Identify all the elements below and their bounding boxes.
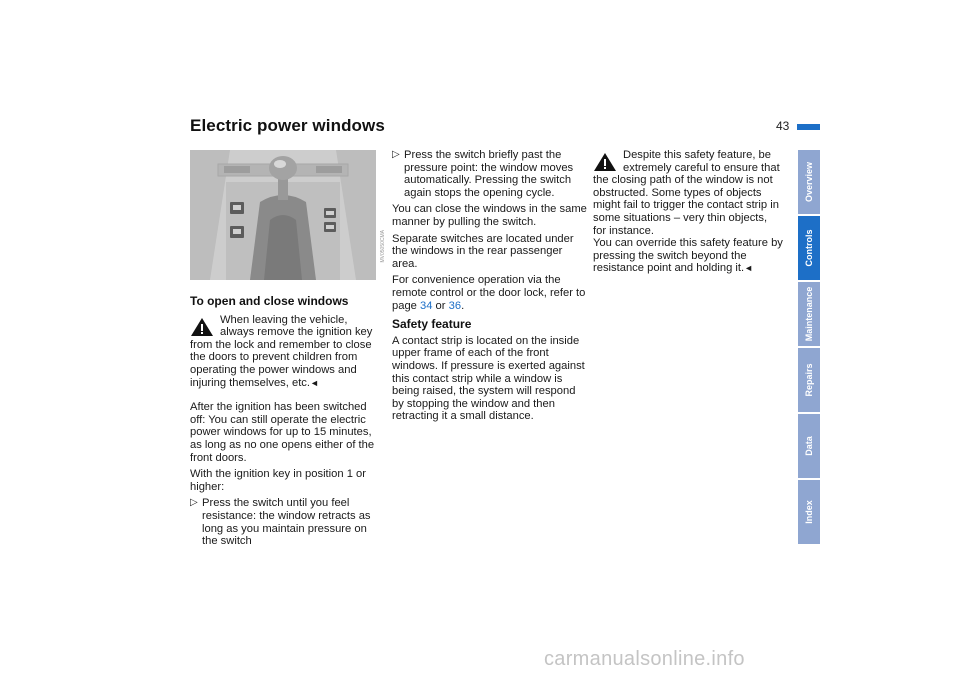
override-text: You can override this safety feature by pressing the switch beyond the resistance point and holding it. bbox=[593, 237, 783, 275]
heading-safety-feature: Safety feature bbox=[392, 317, 472, 332]
page-marker bbox=[797, 124, 820, 130]
convenience-or: or bbox=[432, 299, 449, 312]
column-1 bbox=[190, 150, 380, 552]
tab-repairs[interactable] bbox=[798, 348, 820, 412]
tab-label: Index bbox=[804, 500, 814, 524]
column-3 bbox=[593, 149, 783, 279]
heading-open-close-windows: To open and close windows bbox=[190, 294, 349, 308]
convenience-end: . bbox=[461, 299, 465, 312]
bullet-text: Press the switch until you feel resistance: the window retracts as long as you maintain pressure on the switch bbox=[202, 497, 371, 548]
paragraph-ignition-position: With the ignition key in position 1 or higher: bbox=[190, 468, 366, 493]
tab-label: Maintenance bbox=[804, 286, 814, 342]
tab-overview[interactable] bbox=[798, 150, 820, 214]
warning-text: When leaving the vehicle, always remove the ignition key from the lock and remember to close the doors to prevent children from operating the power windows and injuring themselves, etc. bbox=[190, 313, 373, 389]
tab-label: Overview bbox=[804, 161, 814, 203]
page-title: Electric power windows bbox=[190, 116, 385, 135]
paragraph-contact-strip: A contact strip is located on the inside upper frame of each of the front windows. If pressure is exerted against this contact strip while a window is being raised, the system will respond by stopping the window and then retracting it a small distance. bbox=[392, 334, 585, 423]
paragraph-close-windows: You can close the windows in the same manner by pulling the switch. bbox=[392, 203, 587, 228]
tab-maintenance[interactable] bbox=[798, 282, 820, 346]
end-mark: ◄ bbox=[744, 263, 754, 274]
photo-caption: MV05050CMA bbox=[380, 230, 386, 263]
tab-index[interactable] bbox=[798, 480, 820, 544]
gearshift-photo bbox=[190, 150, 376, 280]
page-link-36[interactable]: 36 bbox=[448, 299, 462, 312]
section-tabs bbox=[798, 150, 820, 546]
console-switches-illustration bbox=[190, 150, 376, 280]
bullet-arrow-icon: ▷ bbox=[190, 497, 198, 509]
bullet-press-switch bbox=[190, 497, 380, 547]
page-number: 43 bbox=[776, 119, 790, 133]
watermark-text: carmanualsonline.info bbox=[544, 648, 745, 670]
tab-label: Controls bbox=[804, 229, 814, 267]
paragraph-after-ignition-off: After the ignition has been switched off: You can still operate the electric power windows for up to 15 minutes, as long as no one opens either of the front doors. bbox=[190, 401, 375, 464]
warning-triangle-icon bbox=[190, 317, 214, 337]
tab-controls[interactable] bbox=[798, 216, 820, 280]
paragraph-convenience-operation bbox=[392, 274, 588, 312]
tab-data[interactable] bbox=[798, 414, 820, 478]
page-link-34[interactable]: 34 bbox=[420, 299, 433, 312]
convenience-text: For convenience operation via the remote control or the door lock, refer to page bbox=[392, 274, 586, 312]
bullet-text: Press the switch briefly past the pressure point: the window moves automatically. Pressing the switch again stops the opening cycle. bbox=[404, 149, 574, 199]
tab-label: Data bbox=[804, 436, 814, 456]
warning-triangle-icon bbox=[593, 152, 617, 172]
paragraph-rear-switches: Separate switches are located under the windows in the rear passenger area. bbox=[392, 232, 574, 270]
warning-text: Despite this safety feature, be extremely careful to ensure that the closing path of the window is not obstructed. Some types of objects might fail to trigger the contact strip in some situations – very thin objects, for instance. bbox=[593, 149, 780, 237]
warning-obstruction bbox=[593, 149, 783, 275]
bullet-arrow-icon: ▷ bbox=[392, 149, 400, 160]
bullet-press-briefly bbox=[392, 149, 588, 199]
tab-label: Repairs bbox=[804, 363, 814, 397]
column-2 bbox=[392, 149, 588, 427]
warning-ignition-key bbox=[190, 314, 380, 390]
end-mark: ◄ bbox=[310, 377, 319, 388]
